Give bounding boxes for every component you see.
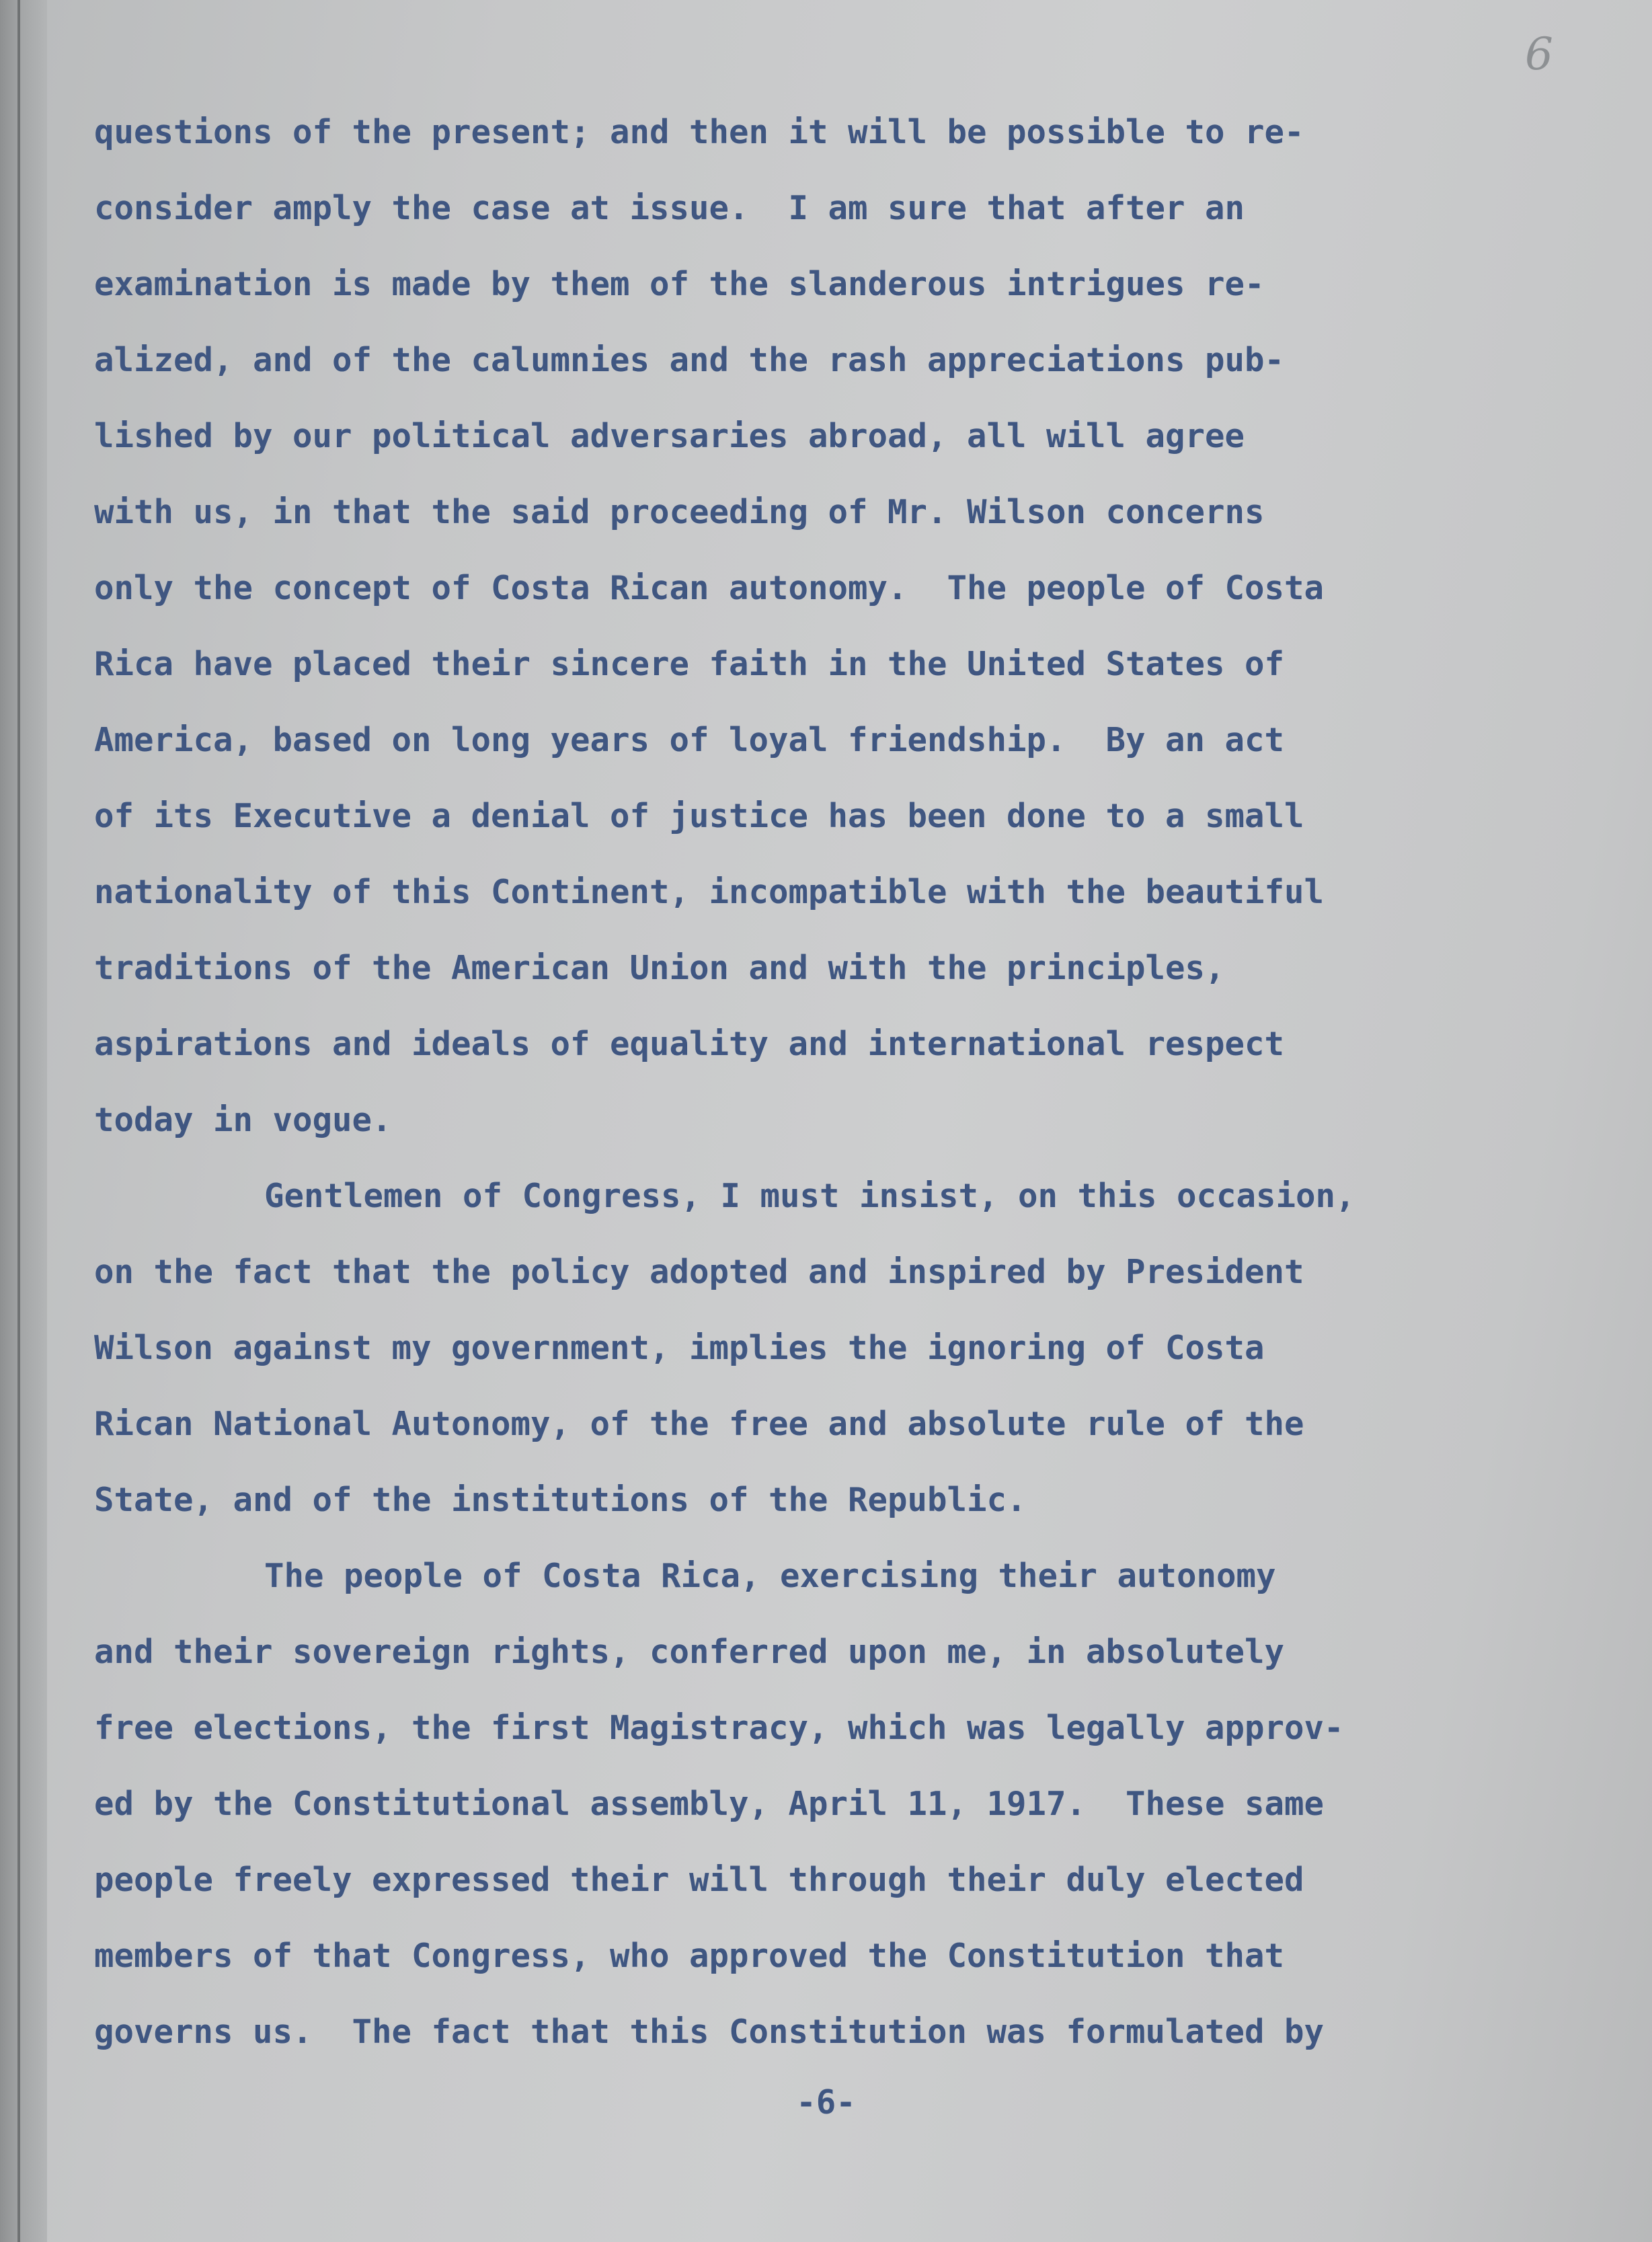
text-line: with us, in that the said proceeding of Mr. Wilson concerns: [94, 493, 1265, 531]
text-line: lished by our political adversaries abroad, all will agree: [94, 417, 1245, 455]
text-line: questions of the present; and then it will be possible to re-: [94, 113, 1304, 151]
text-line: nationality of this Continent, incompatible with the beautiful: [94, 873, 1325, 911]
text-line: alized, and of the calumnies and the rash appreciations pub-: [94, 341, 1285, 379]
text-line: ed by the Constitutional assembly, April 11, 1917. These same: [94, 1785, 1325, 1823]
text-line: governs us. The fact that this Constitution was formulated by: [94, 2013, 1325, 2051]
text-line-indented: Gentlemen of Congress, I must insist, on this occasion,: [264, 1177, 1355, 1215]
text-line: today in vogue.: [94, 1101, 392, 1139]
body-text: [94, 94, 1499, 2070]
text-line: consider amply the case at issue. I am sure that after an: [94, 189, 1245, 227]
text-line-indented: The people of Costa Rica, exercising their autonomy: [264, 1557, 1276, 1595]
text-line: America, based on long years of loyal friendship. By an act: [94, 721, 1285, 759]
text-line: only the concept of Costa Rican autonomy. The people of Costa: [94, 569, 1325, 607]
text-line: Wilson against my government, implies the ignoring of Costa: [94, 1329, 1265, 1367]
text-line: of its Executive a denial of justice has been done to a small: [94, 797, 1304, 835]
binding-line: [17, 0, 20, 2242]
text-line: Rica have placed their sincere faith in the United States of: [94, 645, 1285, 683]
text-line: traditions of the American Union and with the principles,: [94, 949, 1225, 987]
text-line: Rican National Autonomy, of the free and absolute rule of the: [94, 1405, 1304, 1443]
binding-edge: [0, 0, 47, 2242]
text-line: on the fact that the policy adopted and inspired by President: [94, 1253, 1304, 1291]
handwritten-page-mark: 6: [1525, 28, 1553, 80]
text-line: aspirations and ideals of equality and international respect: [94, 1025, 1285, 1063]
text-line: people freely expressed their will through their duly elected: [94, 1861, 1304, 1899]
text-line: and their sovereign rights, conferred upon me, in absolutely: [94, 1633, 1285, 1671]
text-line: free elections, the first Magistracy, which was legally approv-: [94, 1709, 1344, 1747]
text-line: State, and of the institutions of the Republic.: [94, 1481, 1027, 1519]
text-line: members of that Congress, who approved the Constitution that: [94, 1937, 1285, 1975]
page-number: -6-: [796, 2083, 856, 2122]
text-line: examination is made by them of the slanderous intrigues re-: [94, 265, 1265, 303]
